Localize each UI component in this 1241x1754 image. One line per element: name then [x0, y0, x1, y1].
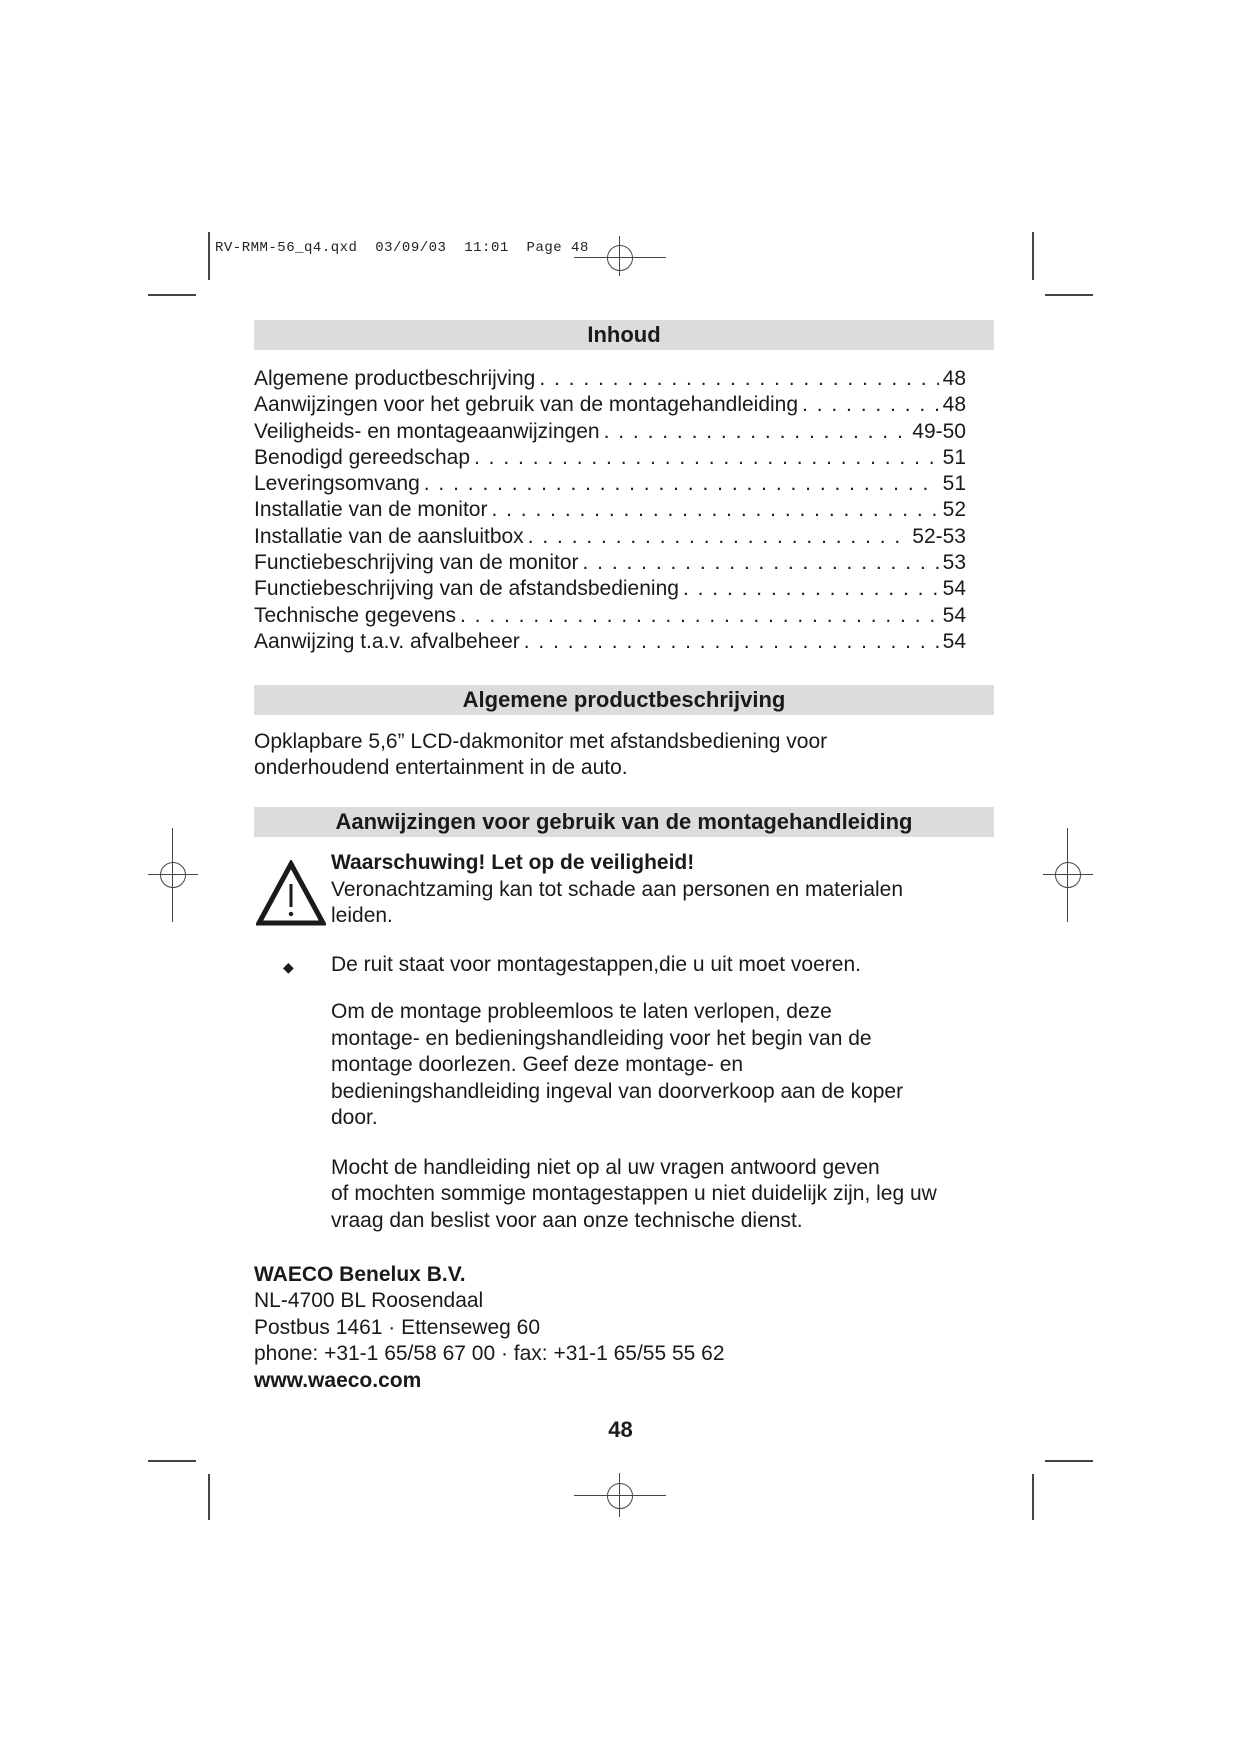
toc-entry-page: 52 [942, 498, 966, 522]
toc-entry[interactable] [254, 550, 966, 576]
registration-line [619, 1473, 620, 1517]
toc-leader-dots [539, 366, 938, 392]
printer-slug: RV-RMM-56_q4.qxd 03/09/03 11:01 Page 48 [215, 240, 589, 256]
crop-mark [1032, 232, 1034, 280]
toc-entry-title: Algemene productbeschrijving [254, 367, 536, 390]
toc-entry-page: 54 [942, 577, 966, 601]
toc-entry-title: Aanwijzingen voor het gebruik van de montagehandleiding [254, 393, 799, 417]
company-address: Postbus 1461 · Ettenseweg 60 [254, 1316, 541, 1339]
toc-leader-dots [683, 576, 939, 602]
warning-title: Waarschuwing! Let op de veiligheid! [331, 851, 695, 874]
toc-entry-title: Benodigd gereedschap [254, 445, 471, 469]
toc-leader-dots [528, 524, 909, 550]
toc-leader-dots [583, 550, 939, 576]
toc-entry-page: 49-50 [912, 419, 966, 443]
company-name: WAECO Benelux B.V. [254, 1263, 466, 1286]
toc-entry-page: 52-53 [912, 524, 966, 548]
toc-leader-dots [424, 471, 939, 497]
para1-line: Om de montage probleemloos te laten verlopen, deze [331, 1000, 832, 1023]
toc-entry[interactable] [254, 419, 966, 445]
toc-entry[interactable] [254, 392, 966, 418]
para1-line: door. [331, 1106, 378, 1129]
crop-mark [1045, 294, 1093, 296]
crop-mark [208, 1474, 210, 1520]
para2-line: of mochten sommige montagestappen u niet duidelijk zijn, leg uw [331, 1182, 937, 1205]
general-heading: Algemene productbeschrijving [254, 685, 994, 715]
toc-entry[interactable] [254, 445, 966, 471]
instructions-heading: Aanwijzingen voor gebruik van de montagehandleiding [254, 807, 994, 837]
company-city: NL-4700 BL Roosendaal [254, 1289, 484, 1312]
toc-leader-dots [491, 497, 938, 523]
bullet-diamond-icon: ◆ [283, 959, 294, 975]
toc-entry-page: 54 [942, 603, 966, 627]
toc-leader-dots [802, 392, 939, 418]
table-of-contents [254, 366, 966, 655]
crop-mark [148, 1460, 196, 1462]
toc-leader-dots [524, 629, 939, 655]
toc-entry-page: 54 [942, 629, 966, 653]
warning-triangle-icon [256, 860, 326, 926]
crop-mark [208, 232, 210, 280]
company-website[interactable]: www.waeco.com [254, 1369, 422, 1392]
toc-entry-title: Aanwijzing t.a.v. afvalbeheer [254, 629, 520, 653]
toc-entry-title: Veiligheids- en montageaanwijzingen [254, 419, 600, 443]
warning-line-2: leiden. [331, 904, 393, 927]
company-phone: phone: +31-1 65/58 67 00 · fax: +31-1 65/55 55 62 [254, 1342, 725, 1365]
toc-entry[interactable] [254, 471, 966, 497]
toc-entry[interactable] [254, 629, 966, 655]
toc-entry-title: Functiebeschrijving van de afstandsbediening [254, 577, 679, 601]
bullet-text: De ruit staat voor montagestappen,die u uit moet voeren. [331, 953, 861, 976]
general-line-1: Opklapbare 5,6” LCD-dakmonitor met afstandsbediening voor [254, 730, 828, 753]
toc-entry[interactable] [254, 497, 966, 523]
toc-leader-dots [604, 419, 909, 445]
general-line-2: onderhoudend entertainment in de auto. [254, 756, 628, 779]
para1-line: montage- en bedieningshandleiding voor het begin van de [331, 1027, 872, 1050]
toc-entry[interactable] [254, 603, 966, 629]
toc-entry-title: Leveringsomvang [254, 472, 420, 496]
toc-entry-page: 51 [942, 445, 966, 469]
crop-mark [1032, 1474, 1034, 1520]
toc-entry[interactable] [254, 524, 966, 550]
toc-entry-title: Installatie van de aansluitbox [254, 524, 524, 548]
toc-entry-title: Technische gegevens [254, 603, 456, 627]
toc-entry[interactable] [254, 576, 966, 602]
toc-leader-dots [474, 445, 939, 471]
toc-entry-page: 51 [942, 472, 966, 496]
page-number: 48 [608, 1417, 633, 1442]
toc-entry-page: 53 [942, 551, 966, 575]
para2-line: Mocht de handleiding niet op al uw vragen antwoord geven [331, 1156, 880, 1179]
toc-entry-title: Installatie van de monitor [254, 498, 488, 522]
crop-mark [148, 294, 196, 296]
toc-entry-page: 48 [942, 393, 966, 417]
crop-mark [1045, 1460, 1093, 1462]
para2-line: vraag dan beslist voor aan onze technische dienst. [331, 1209, 803, 1232]
toc-leader-dots [460, 603, 939, 629]
toc-entry-title: Functiebeschrijving van de monitor [254, 551, 579, 575]
para1-line: montage doorlezen. Geef deze montage- en [331, 1053, 744, 1076]
toc-heading: Inhoud [254, 320, 994, 350]
registration-line [1043, 874, 1093, 875]
para1-line: bedieningshandleiding ingeval van doorverkoop aan de koper [331, 1080, 904, 1103]
warning-line-1: Veronachtzaming kan tot schade aan personen en materialen [331, 878, 904, 901]
toc-entry-page: 48 [942, 367, 966, 390]
toc-entry[interactable] [254, 366, 966, 392]
registration-line [148, 874, 198, 875]
registration-line [619, 236, 620, 276]
